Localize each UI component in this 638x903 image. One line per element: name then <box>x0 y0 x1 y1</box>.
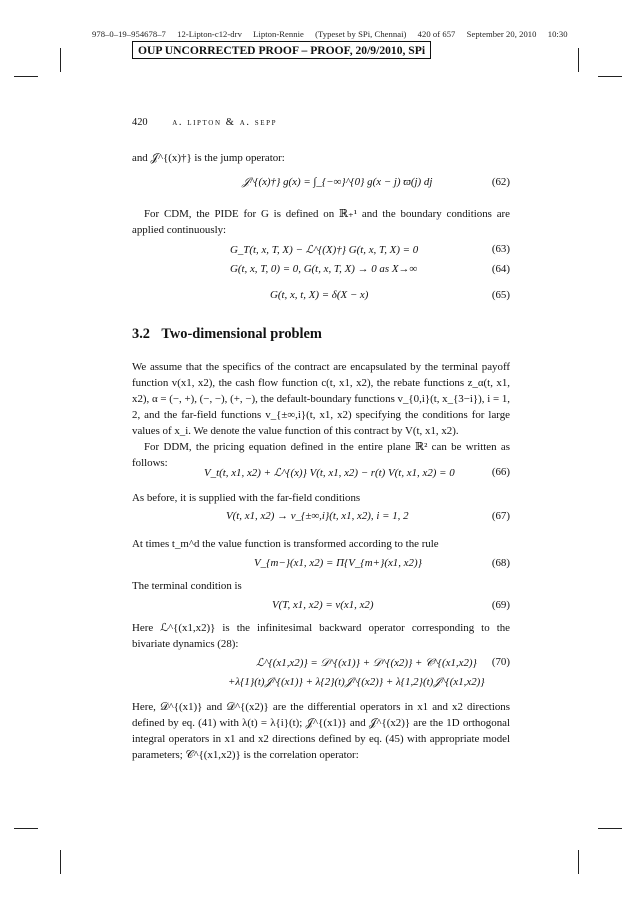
equation-64 <box>132 263 510 279</box>
equation-65 <box>132 289 510 305</box>
paragraph-assume: We assume that the specifics of the contract are encapsulated by the terminal payoff function v(x1, x2), the cash flow function c(t, x1, x2), the rebate functions z_α(t, x1, x2), α = (−, +), (−, −), (+, −), the default-boundary functions v_{0,i}(t, x_{3−i}), i = 1, 2, and the far-field functions v_{±∞,i}(t, x1, x2) specifying the conditions for large values of x_i. We denote the value function of this contract by V(t, x1, x2). <box>132 361 510 437</box>
paragraph-terminal: The terminal condition is <box>132 580 242 592</box>
equation-body: G_T(t, x, T, X) − ℒ^{(X)†} G(t, x, T, X) = 0 <box>230 244 419 256</box>
equation-70 <box>132 656 510 672</box>
page-number: 420 <box>132 117 148 128</box>
crop-mark <box>578 850 579 874</box>
crop-mark <box>60 850 61 874</box>
equation-number: (62) <box>491 176 510 188</box>
slug-date: September 20, 2010 <box>466 29 537 39</box>
equation-body: G(t, x, t, X) = δ(X − x) <box>270 289 369 301</box>
equation-number: (69) <box>491 599 510 611</box>
equation-69 <box>132 599 510 615</box>
equation-body: V_t(t, x1, x2) + ℒ^{(x)} V(t, x1, x2) − r(t) V(t, x1, x2) = 0 <box>204 467 455 479</box>
section-title: Two-dimensional problem <box>161 326 322 342</box>
slug-pages: 420 of 657 <box>417 29 456 39</box>
equation-body: G(t, x, T, 0) = 0, G(t, x, T, X) → 0 as X→∞ <box>230 263 418 275</box>
crop-mark <box>578 48 579 72</box>
slug-authors: Lipton-Rennie <box>253 29 304 39</box>
crop-mark <box>60 48 61 72</box>
equation-number: (70) <box>491 656 510 668</box>
paragraph-final: Here, 𝒟^{(x1)} and 𝒟^{(x2)} are the differential operators in x1 and x2 directions defined by eq. (41) with λ(t) = λ{i}(t); 𝒥^{(x1)} and 𝒥^{(x2)} are the 1D orthogonal integral operators in x1 and x2 directions defined by eq. (45) with appropriate model parameters; 𝒞^{(x1,x2)} is the correlation operator: <box>132 701 510 761</box>
crop-mark <box>14 828 38 829</box>
equation-67 <box>132 510 510 526</box>
paragraph-ddm: For DDM, the pricing equation defined in the entire plane ℝ² can be written as follows: <box>132 441 510 469</box>
equation-70-continued <box>132 676 510 692</box>
running-head <box>132 117 512 128</box>
slug-line <box>92 29 592 39</box>
slug-typeset: (Typeset by SPi, Chennai) <box>315 29 407 39</box>
slug-chapter: 12-Lipton-c12-drv <box>177 29 242 39</box>
crop-mark <box>14 76 38 77</box>
equation-number: (65) <box>491 289 510 301</box>
crop-mark <box>598 76 622 77</box>
paragraph-times: At times t_m^d the value function is transformed according to the rule <box>132 538 439 550</box>
section-number: 3.2 <box>132 326 150 342</box>
equation-body: V_{m−}(x1, x2) = Π{V_{m+}(x1, x2)} <box>254 557 422 569</box>
paragraph-here: Here ℒ^{(x1,x2)} is the infinitesimal backward operator corresponding to the bivariate dynamics (28): <box>132 622 510 650</box>
equation-68 <box>132 557 510 573</box>
equation-number: (64) <box>491 263 510 275</box>
equation-62 <box>132 176 510 192</box>
equation-body: 𝒥^{(x)†} g(x) = ∫_{−∞}^{0} g(x − j) ϖ(j) dj <box>242 176 433 188</box>
crop-mark <box>598 828 622 829</box>
paragraph-farfield: As before, it is supplied with the far-field conditions <box>132 492 361 504</box>
slug-isbn: 978–0–19–954678–7 <box>92 29 166 39</box>
equation-66 <box>132 466 510 482</box>
equation-63 <box>132 243 510 259</box>
running-head-authors: a. lipton & a. sepp <box>172 117 278 128</box>
slug-time: 10:30 <box>547 29 568 39</box>
equation-body: V(T, x1, x2) = v(x1, x2) <box>272 599 374 611</box>
equation-body: ℒ^{(x1,x2)} = 𝒟^{(x1)} + 𝒟^{(x2)} + 𝒞^{(x1,x2)} <box>256 657 477 669</box>
paragraph-cdm: For CDM, the PIDE for G is defined on ℝ₊¹ and the boundary conditions are applied continuously: <box>132 208 510 236</box>
equation-number: (67) <box>491 510 510 522</box>
section-heading <box>132 326 322 343</box>
proof-banner: OUP UNCORRECTED PROOF – PROOF, 20/9/2010, SPi <box>132 41 431 59</box>
equation-number: (66) <box>491 466 510 478</box>
equation-number: (68) <box>491 557 510 569</box>
equation-body: V(t, x1, x2) → v_{±∞,i}(t, x1, x2), i = 1, 2 <box>226 510 409 522</box>
intro-line: and 𝒥^{(x)†} is the jump operator: <box>132 152 285 164</box>
equation-number: (63) <box>491 243 510 255</box>
equation-body: +λ{1}(t)𝒥^{(x1)} + λ{2}(t)𝒥^{(x2)} + λ{1,2}(t)𝒥^{(x1,x2)} <box>228 676 485 688</box>
